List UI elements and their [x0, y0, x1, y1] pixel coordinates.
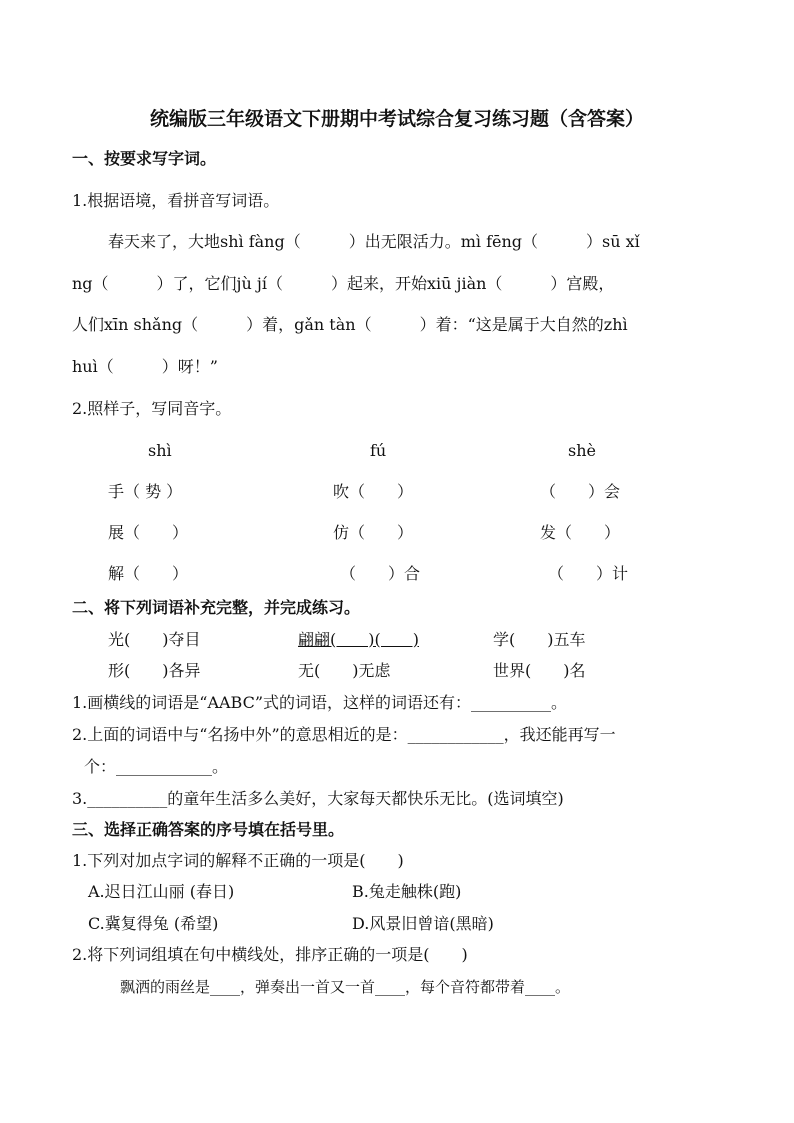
question-3-1: 1.下列对加点字词的解释不正确的一项是( ) — [72, 851, 404, 870]
question-2-2-cont: 个：____________。 — [84, 757, 229, 776]
option-d: D.风景旧曾谙(黑暗) — [352, 914, 494, 933]
option-c: C.冀复得兔 (希望) — [88, 914, 219, 933]
question-2-2: 2.上面的词语中与“名扬中外”的意思相近的是：____________，我还能再写一 — [72, 725, 616, 744]
homophone-cell: 解（ ） — [108, 564, 189, 583]
idiom-item: 世界( )名 — [493, 661, 586, 680]
idiom-item: 学( )五车 — [493, 630, 586, 649]
question-3-2-sentence: 飘洒的雨丝是____，弹奏出一首又一首____，每个音符都带着____。 — [120, 978, 571, 996]
homophone-cell: （ ）合 — [340, 564, 421, 583]
homophone-cell: （ ）计 — [548, 564, 629, 583]
question-2-3: 3.__________的童年生活多么美好，大家每天都快乐无比。(选词填空) — [72, 789, 564, 808]
idiom-item-underlined: 翩翩( )( ) — [298, 630, 419, 649]
homophone-cell: 仿（ ） — [333, 523, 414, 542]
section-3-heading: 三、选择正确答案的序号填在括号里。 — [72, 820, 345, 839]
question-1-2-prompt: 2.照样子，写同音字。 — [72, 399, 232, 418]
pinyin-label-2: fú — [370, 441, 387, 460]
idiom-item: 光( )夺目 — [108, 630, 201, 649]
question-2-1: 1.画横线的词语是“AABC”式的词语，这样的词语还有：__________。 — [72, 693, 568, 712]
page-title: 统编版三年级语文下册期中考试综合复习练习题（含答案） — [149, 108, 644, 130]
homophone-cell: （ ）会 — [540, 482, 621, 501]
passage-line-1: 春天来了，大地shì fàng（ ）出无限活力。mì fēng（ ）sū xǐ — [108, 232, 640, 251]
idiom-item: 形( )各异 — [108, 661, 201, 680]
passage-line-3: 人们xīn shǎng（ ）着，gǎn tàn（ ）着：“这是属于大自然的zhì — [72, 315, 628, 334]
homophone-cell: 手（ 势 ） — [108, 482, 183, 501]
section-2-heading: 二、将下列词语补充完整，并完成练习。 — [72, 598, 361, 617]
homophone-cell: 吹（ ） — [333, 482, 414, 501]
option-b: B.兔走触株(跑) — [352, 882, 462, 901]
question-1-1-prompt: 1.根据语境，看拼音写词语。 — [72, 191, 280, 210]
homophone-cell: 展（ ） — [108, 523, 189, 542]
option-a: A.迟日江山丽 (春日) — [88, 882, 235, 901]
homophone-cell: 发（ ） — [540, 523, 621, 542]
question-3-2: 2.将下列词组填在句中横线处，排序正确的一项是( ) — [72, 945, 468, 964]
passage-line-4: huì（ ）呀！” — [72, 357, 218, 376]
pinyin-label-1: shì — [148, 441, 172, 460]
passage-line-2: ng（ ）了，它们jù jí（ ）起来，开始xiū jiàn（ ）宫殿， — [72, 274, 615, 293]
idiom-item: 无( )无虑 — [298, 661, 391, 680]
pinyin-label-3: shè — [568, 441, 596, 460]
section-1-heading: 一、按要求写字词。 — [72, 149, 217, 168]
